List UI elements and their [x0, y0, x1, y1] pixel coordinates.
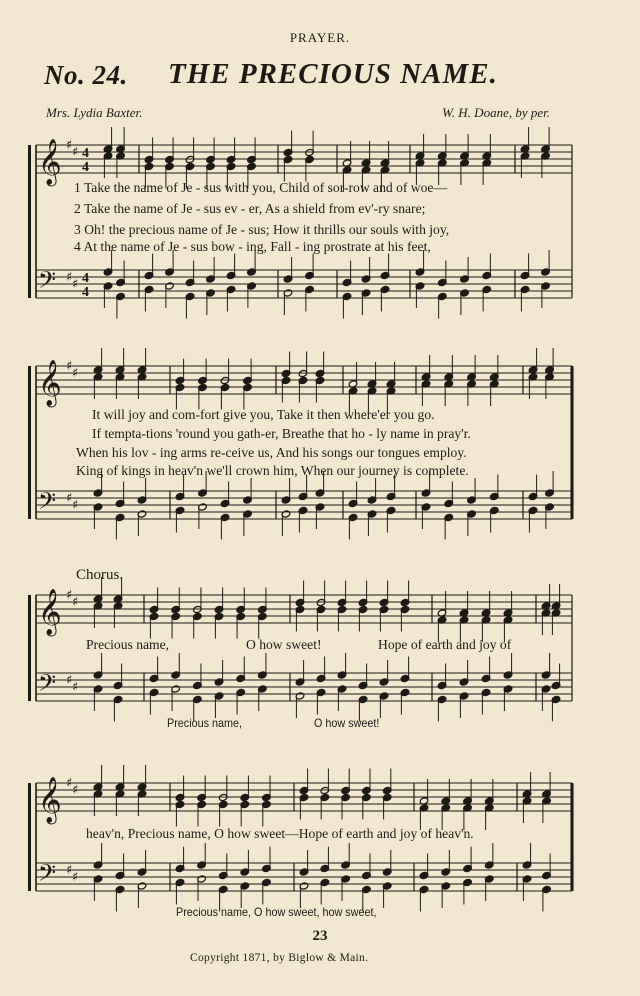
hymn-title: THE PRECIOUS NAME. — [168, 58, 498, 90]
sharp-sign: ♯ — [66, 359, 73, 374]
system-brace — [28, 595, 31, 701]
treble-clef: 𝄞 — [38, 360, 62, 406]
author-credit: Mrs. Lydia Baxter. — [46, 105, 143, 120]
treble-clef: 𝄞 — [38, 777, 62, 823]
time-signature: 4 — [82, 146, 89, 161]
verse-4-line-1: 4 At the name of Je - sus bow - ing, Fall - ing prostrate at his feet, — [74, 239, 431, 254]
treble-clef: 𝄞 — [38, 139, 62, 185]
verse-4-line-2: King of kings in heav'n we'll crown him, When our journey is complete. — [76, 463, 469, 478]
copyright-notice: Copyright 1871, by Biglow & Main. — [190, 952, 369, 964]
sharp-sign: ♯ — [72, 366, 79, 381]
sharp-sign: ♯ — [66, 776, 73, 791]
system-brace — [28, 145, 31, 298]
section-header: PRAYER. — [289, 30, 351, 45]
bass-clef: 𝄢 — [38, 487, 57, 520]
chorus-bass-lyric-1b: O how sweet! — [314, 716, 380, 730]
chorus-label: Chorus. — [76, 567, 124, 583]
verse-3-line-2: When his lov - ing arms re-ceive us, And his songs our tongues employ. — [76, 445, 467, 460]
bass-clef: 𝄢 — [38, 266, 57, 299]
chorus-treble-lyric-1c: Hope of earth and joy of — [378, 637, 512, 652]
sharp-sign: ♯ — [72, 145, 79, 160]
time-signature: 4 — [82, 285, 89, 300]
sharp-sign: ♯ — [66, 673, 73, 688]
chorus-bass-lyric-2: Precious name, O how sweet, how sweet, — [176, 905, 377, 919]
sharp-sign: ♯ — [66, 138, 73, 153]
system-brace — [28, 366, 31, 519]
hymn-number: No. 24. — [44, 60, 128, 90]
verse-1-line-2: It will joy and com-fort give you, Take it then where'er you go. — [92, 407, 435, 422]
bass-clef: 𝄢 — [38, 859, 57, 892]
verse-2-line-1: 2 Take the name of Je - sus ev - er, As a shield from ev'-ry snare; — [74, 201, 426, 216]
composer-credit: W. H. Doane, by per. — [442, 105, 550, 120]
sharp-sign: ♯ — [66, 491, 73, 506]
bass-clef: 𝄢 — [38, 669, 57, 702]
sharp-sign: ♯ — [72, 783, 79, 798]
sharp-sign: ♯ — [72, 680, 79, 695]
verse-2-line-2: If tempta-tions 'round you gath-er, Breathe that ho - ly name in pray'r. — [92, 426, 471, 441]
sharp-sign: ♯ — [66, 270, 73, 285]
page-number: 23 — [312, 928, 328, 944]
chorus-treble-lyric-2: heav'n, Precious name, O how sweet—Hope of earth and joy of heav'n. — [86, 826, 474, 841]
sharp-sign: ♯ — [72, 870, 79, 885]
chorus-treble-lyric-1b: O how sweet! — [246, 637, 322, 652]
time-signature: 4 — [82, 271, 89, 286]
sharp-sign: ♯ — [72, 498, 79, 513]
treble-clef: 𝄞 — [38, 589, 62, 635]
chorus-bass-lyric-1a: Precious name, — [167, 716, 243, 730]
verse-3-line-1: 3 Oh! the precious name of Je - sus; How it thrills our souls with joy, — [74, 222, 450, 237]
sharp-sign: ♯ — [72, 595, 79, 610]
chorus-treble-lyric-1a: Precious name, — [86, 637, 170, 652]
time-signature: 4 — [82, 160, 89, 175]
verse-1-line-1: 1 Take the name of Je - sus with you, Child of sor-row and of woe— — [74, 180, 448, 195]
sharp-sign: ♯ — [66, 863, 73, 878]
system-brace — [28, 783, 31, 891]
sharp-sign: ♯ — [72, 277, 79, 292]
sharp-sign: ♯ — [66, 588, 73, 603]
